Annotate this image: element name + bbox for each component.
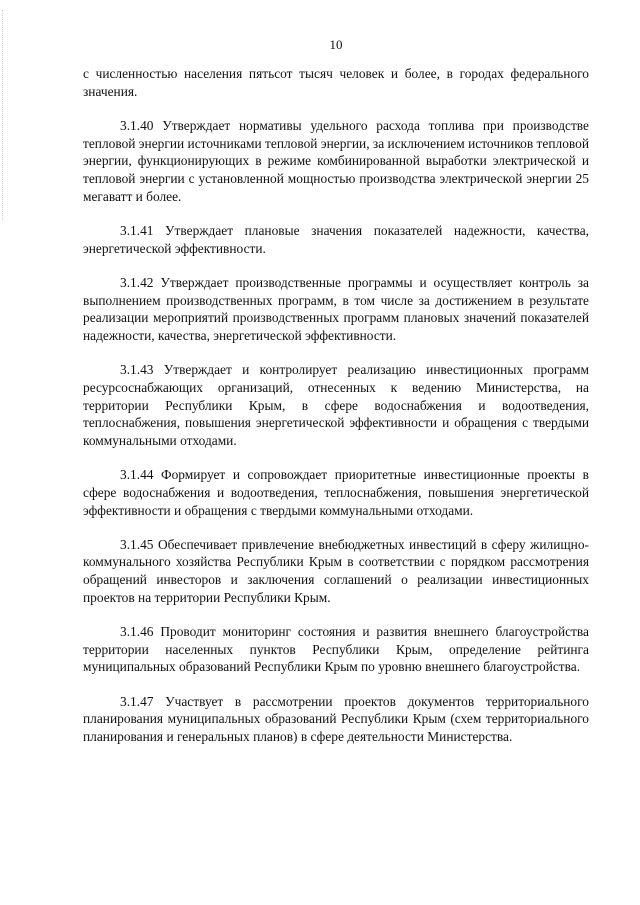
paragraph-3-1-47: 3.1.47 Участвует в рассмотрении проектов документов территориального планирования муниципальных образований Республики Крым (схем территориального планирования и генеральных планов) в сфере деятельности Министерства. bbox=[83, 693, 589, 745]
paragraph-3-1-44: 3.1.44 Формирует и сопровождает приоритетные инвестиционные проекты в сфере водоснабжения и водоотведения, теплоснабжения, повышения энергетической эффективности и обращения с твердыми коммунальными отходами. bbox=[83, 467, 589, 518]
paragraph-continuation: с численностью населения пятьсот тысяч человек и более, в городах федерального значения. bbox=[83, 66, 589, 99]
paragraph-3-1-41: 3.1.41 Утверждает плановые значения показателей надежности, качества, энергетической эффективности. bbox=[83, 222, 589, 256]
paragraph-3-1-40: 3.1.40 Утверждает нормативы удельного расхода топлива при производстве тепловой энергии источниками тепловой энергии, за исключением источников тепловой энергии, функционирующих в режиме комбинированной выработки электрической и тепловой энергии с установленной мощностью производства электрической энергии 25 мегаватт и более. bbox=[83, 117, 589, 204]
document-body bbox=[83, 65, 589, 762]
page-number: 10 bbox=[329, 37, 343, 52]
paragraph-3-1-45: 3.1.45 Обеспечивает привлечение внебюджетных инвестиций в сферу жилищно-коммунального хозяйства Республики Крым в соответствии с порядком рассмотрения обращений инвесторов и заключения соглашений о реализации инвестиционных проектов на территории Республики Крым. bbox=[83, 536, 589, 605]
paragraph-3-1-46: 3.1.46 Проводит мониторинг состояния и развития внешнего благоустройства территории населенных пунктов Республики Крым, определение рейтинга муниципальных образований Республики Крым по уровню внешнего благоустройства. bbox=[83, 624, 589, 675]
paragraph-3-1-42: 3.1.42 Утверждает производственные программы и осуществляет контроль за выполнением производственных программ, в том числе за достижением в результате реализации мероприятий производственных программ плановых значений показателей надежности, качества, энергетической эффективности. bbox=[83, 274, 589, 343]
paragraph-3-1-43: 3.1.43 Утверждает и контролирует реализацию инвестиционных программ ресурсоснабжающих организаций, отнесенных к ведению Министерства, на территории Республики Крым, в сфере водоснабжения и водоотведения, теплоснабжения, повышения энергетической эффективности и обращения с твердыми коммунальными отходами. bbox=[83, 362, 589, 448]
